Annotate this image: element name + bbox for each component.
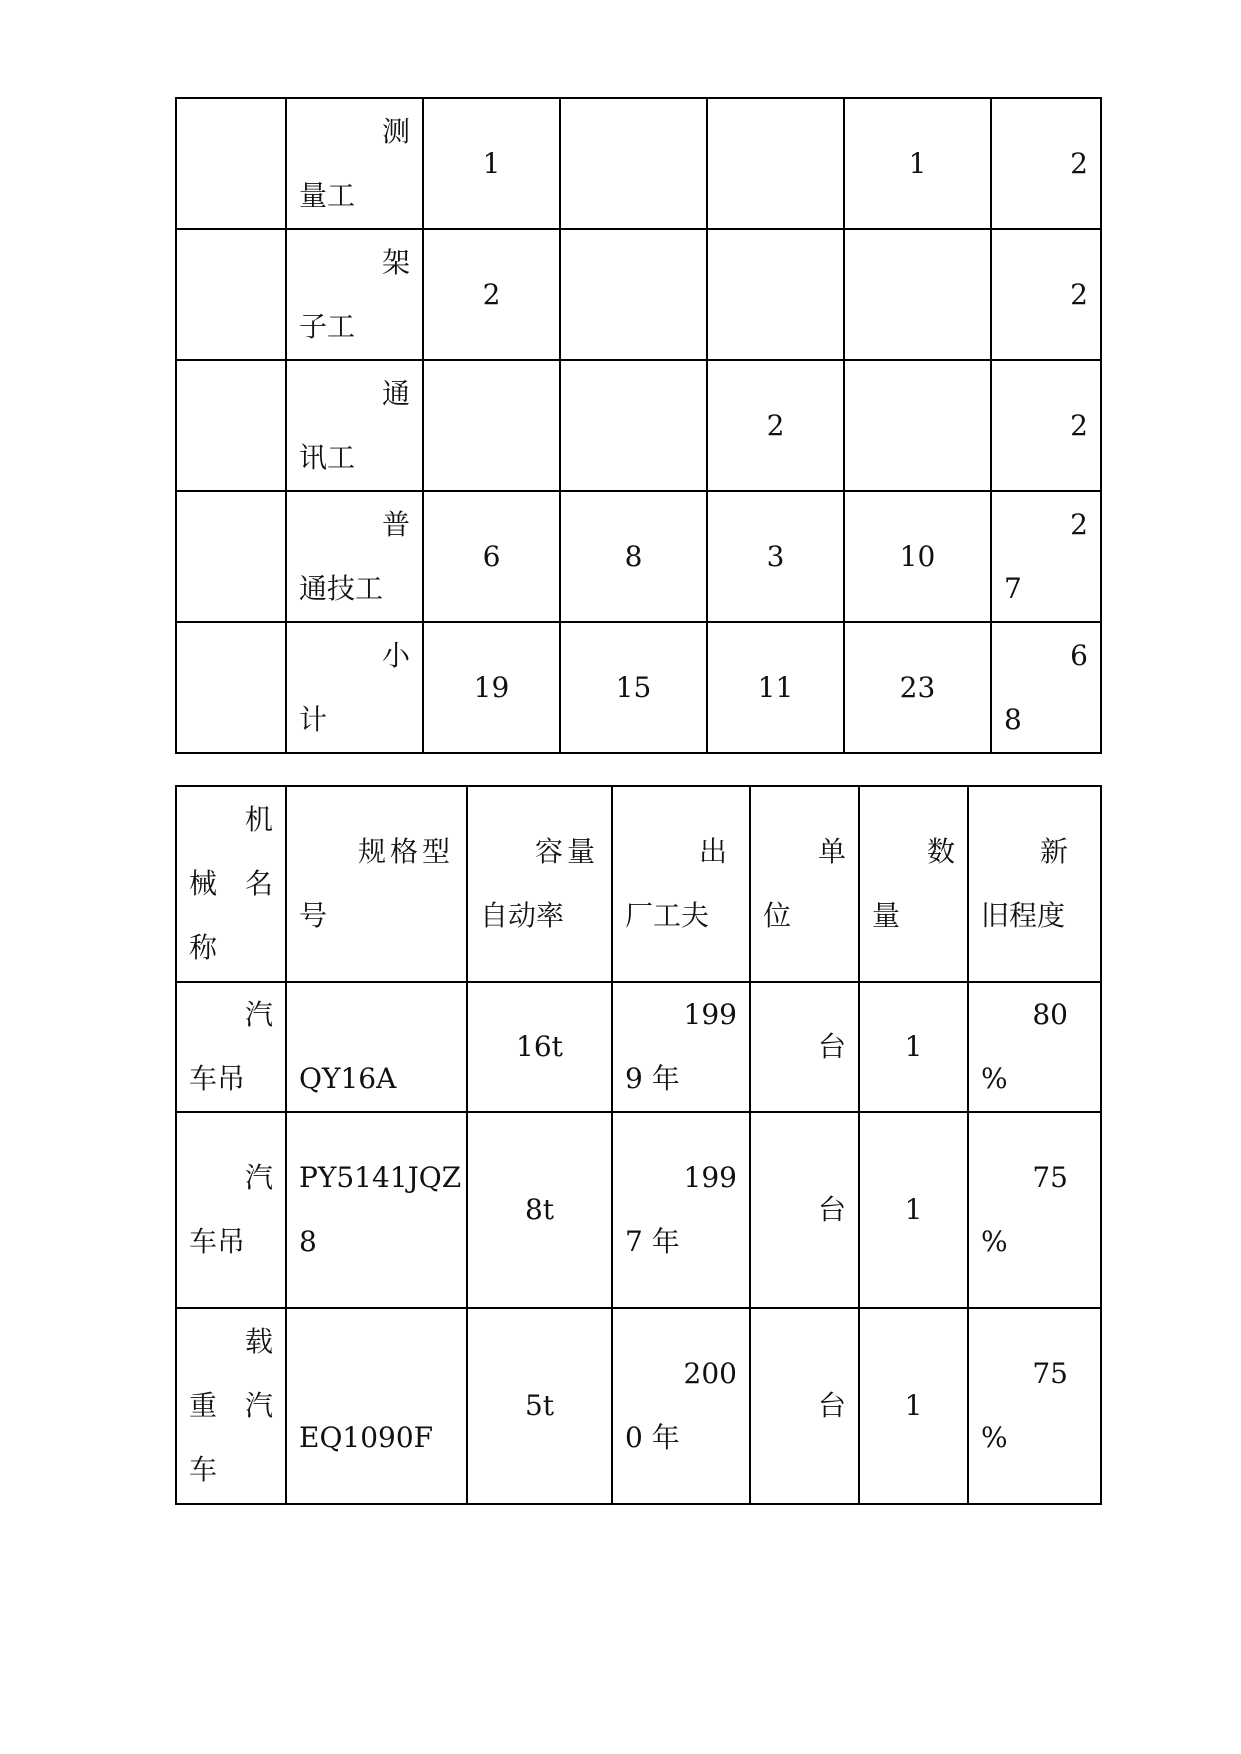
trade-cell: 架 子工: [286, 229, 423, 360]
table-header-row: [176, 786, 1101, 982]
condition-cell: 75 %: [968, 1112, 1101, 1308]
count-cell: 3: [707, 491, 844, 622]
blank-cell: [176, 622, 286, 753]
count-cell: [560, 360, 707, 491]
trade-cell: 测 量工: [286, 98, 423, 229]
capacity-cell: 8t: [467, 1112, 612, 1308]
table-row: [176, 360, 1101, 491]
name-cell: 汽 车吊: [176, 982, 286, 1112]
count-cell: 1: [423, 98, 560, 229]
table-row: [176, 98, 1101, 229]
count-cell: [423, 360, 560, 491]
table-row: [176, 229, 1101, 360]
table-row: [176, 1112, 1101, 1308]
count-cell: 19: [423, 622, 560, 753]
trade-cell: 通 讯工: [286, 360, 423, 491]
blank-cell: [176, 491, 286, 622]
count-cell: 11: [707, 622, 844, 753]
blank-cell: [176, 360, 286, 491]
year-cell: 200 0 年: [612, 1308, 750, 1504]
unit-cell: 台: [750, 1112, 859, 1308]
header-year: 出 厂工夫: [612, 786, 750, 982]
header-unit: 单 位: [750, 786, 859, 982]
qty-cell: 1: [859, 1112, 968, 1308]
qty-cell: 1: [859, 1308, 968, 1504]
count-cell: [560, 98, 707, 229]
total-cell: 2: [991, 360, 1101, 491]
staff-table: [175, 97, 1102, 754]
model-cell: QY16A: [286, 982, 467, 1112]
table-row: [176, 491, 1101, 622]
count-cell: 10: [844, 491, 991, 622]
name-cell: 汽 车吊: [176, 1112, 286, 1308]
count-cell: 8: [560, 491, 707, 622]
year-cell: 199 9 年: [612, 982, 750, 1112]
model-cell: PY5141JQZ 8: [286, 1112, 467, 1308]
qty-cell: 1: [859, 982, 968, 1112]
header-name: 机 械 名 称: [176, 786, 286, 982]
equipment-table: [175, 785, 1102, 1505]
count-cell: [844, 360, 991, 491]
trade-cell: 普 通技工: [286, 491, 423, 622]
header-model: 规格型 号: [286, 786, 467, 982]
year-cell: 199 7 年: [612, 1112, 750, 1308]
capacity-cell: 5t: [467, 1308, 612, 1504]
condition-cell: 80 %: [968, 982, 1101, 1112]
trade-cell: 小 计: [286, 622, 423, 753]
count-cell: [560, 229, 707, 360]
header-condition: 新 旧程度: [968, 786, 1101, 982]
table-row: [176, 622, 1101, 753]
count-cell: [707, 229, 844, 360]
capacity-cell: 16t: [467, 982, 612, 1112]
count-cell: 23: [844, 622, 991, 753]
count-cell: 6: [423, 491, 560, 622]
count-cell: 1: [844, 98, 991, 229]
table-row: [176, 982, 1101, 1112]
model-cell: EQ1090F: [286, 1308, 467, 1504]
condition-cell: 75 %: [968, 1308, 1101, 1504]
count-cell: 2: [707, 360, 844, 491]
unit-cell: 台: [750, 982, 859, 1112]
count-cell: 2: [423, 229, 560, 360]
total-cell: 2 7: [991, 491, 1101, 622]
unit-cell: 台: [750, 1308, 859, 1504]
count-cell: [707, 98, 844, 229]
total-cell: 2: [991, 229, 1101, 360]
total-cell: 2: [991, 98, 1101, 229]
total-cell: 6 8: [991, 622, 1101, 753]
count-cell: [844, 229, 991, 360]
name-cell: 载 重 汽 车: [176, 1308, 286, 1504]
count-cell: 15: [560, 622, 707, 753]
header-capacity: 容量 自动率: [467, 786, 612, 982]
header-qty: 数 量: [859, 786, 968, 982]
blank-cell: [176, 98, 286, 229]
table-row: [176, 1308, 1101, 1504]
blank-cell: [176, 229, 286, 360]
